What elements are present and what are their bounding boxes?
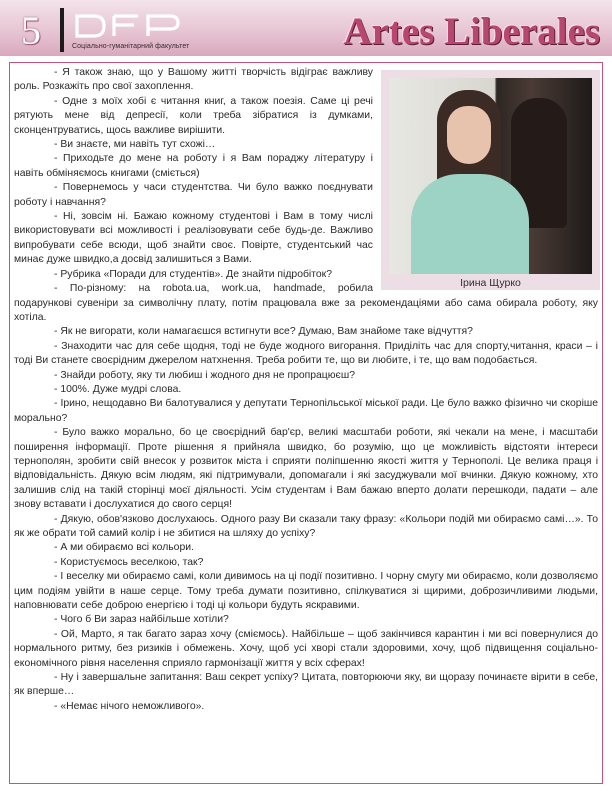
photo-caption: Ірина Щурко [460,277,521,289]
article-paragraph: - Ви знаєте, ми навіть тут схожі… [54,139,216,151]
article-paragraph: - Одне з моїх хобі є читання книг, а також поезія. Саме ці речі рятують мене від депресії, коли треба зібратися із думками, сконцентруватись, щось важливе вирішити. [14,95,373,136]
article-paragraph: - А ми обираємо всі кольори. [54,542,194,554]
portrait-body [411,174,529,274]
article-paragraph: - Ірино, нещодавно Ви балотувалися у депутати Тернопільської міської ради. Це було важко фізично чи скоріше морально? [14,398,598,424]
article-paragraph: - Я також знаю, що у Вашому житті творчість відіграє важливу роль. Розкажіть про свої захоплення. [14,67,373,93]
article-paragraph: - Чого б Ви зараз найбільше хотіли? [54,614,229,626]
dfp-logo [74,13,184,39]
article-paragraph: - 100%. Дуже мудрі слова. [54,383,182,395]
article-paragraph: - Ну і завершальне запитання: Ваш секрет успіху? Цитата, повторюючи яку, ви щоразу починаєте вірити в себе, як вперше… [14,672,598,698]
article-paragraph: - Ой, Марто, я так багато зараз хочу (сміємось). Найбільше – щоб закінчився карантин і ми всі повернулися до нормального ритму, без ризиків і обмежень. Хочу, щоб усі хворі стали здоровими, хочу, щоб підвищення соціально-економічного рівня населення сприяло гармонізації життя у всіх сферах! [14,628,598,669]
article-paragraph: - Було важко морально, бо це своєрідний бар'єр, великі масштаби роботи, які чекали на мене, і масштаби поширення інформації. Проте рішення я прийняла швидко, бо розумію, що це можливість відстояти інтереси тернополян, зробити свій внесок у розвиток міста і сприяти поліпшенню якості життя у Тернополі. Це велика праця і відповідальність. Дякую всім людям, які підтримували, допомагали і які засуджували мої вчинки. Дякую кожному, хто залишив слід на такій сторінці моєї діяльності. Усім студентам і Вам бажаю вперто долати перешкоди, падати – але знову вставати і дослухатися до свого серця! [14,427,598,511]
page-header [0,0,612,56]
portrait-photo [389,78,592,274]
article-paragraph: - Знаходити час для себе щодня, тоді не буде жодного вигорання. Приділіть час для спорту,читання, краси – і тоді Ви станете своєрідним джерелом натхнення. Треба робити те, що ви любите, і те, що вам подобається. [14,340,598,367]
magazine-title: Artes Liberales [343,10,600,53]
article-body [14,66,598,782]
article-paragraph: - По-різному: на robota.ua, work.ua, handmade, робила подарункові сувеніри за символічну плату, потім працювала вже за рекомендаціями або сама обирала роботу, яку хотіла. [14,283,598,323]
header-divider [60,8,64,52]
article-paragraph: - І веселку ми обираємо самі, коли дивимось на ці події позитивно. І чорну смугу ми обираємо, коли дозволяємо цим подіям увійти в наше серце. Тому треба думати позитивно, спілкуватися зі щирими, доброзичливими людьми, наповнювати себе доброю енергією і тоді ці кольори будуть яскравими. [14,571,598,612]
article-paragraph: - Приходьте до мене на роботу і я Вам пораджу літературу і навіть обміняємось книгами (сміється) [14,153,373,179]
article-paragraph: - Рубрика «Поради для студентів». Де знайти підробіток? [54,268,332,280]
article-paragraph: - Повернемось у часи студентства. Чи було важко поєднувати роботу і навчання? [14,182,373,208]
page-number: 5 [21,8,41,53]
article-paragraph: - Ні, зовсім ні. Бажаю кожному студентові і Вам в тому числі використовувати всі можливості і реалізовувати себе будь-де. Важливо випробувати себе всюди, щоб знайти своє. Повірте, студентський час минає дуже швидко,а досвід залишиться з Вами. [14,211,373,266]
article-paragraph: - «Немає нічого неможливого». [54,700,205,712]
photo-figure [381,70,600,290]
article-paragraph: - Дякую, обов'язково дослухаюсь. Одного разу Ви сказали таку фразу: «Кольори подій ми обираємо самі…». То як же обрати той самий колір і не збитися на шляху до успіху? [14,513,598,539]
portrait-face [447,106,491,164]
article-paragraph: - Користуємось веселкою, так? [54,556,204,568]
faculty-name: Соціально-гуманітарний факультет [72,43,190,50]
article-paragraph: - Як не вигорати, коли намагаєшся встигнути все? Думаю, Вам знайоме таке відчуття? [54,326,473,338]
article-paragraph: - Знайди роботу, яку ти любиш і жодного дня не пропрацюєш? [54,369,355,381]
